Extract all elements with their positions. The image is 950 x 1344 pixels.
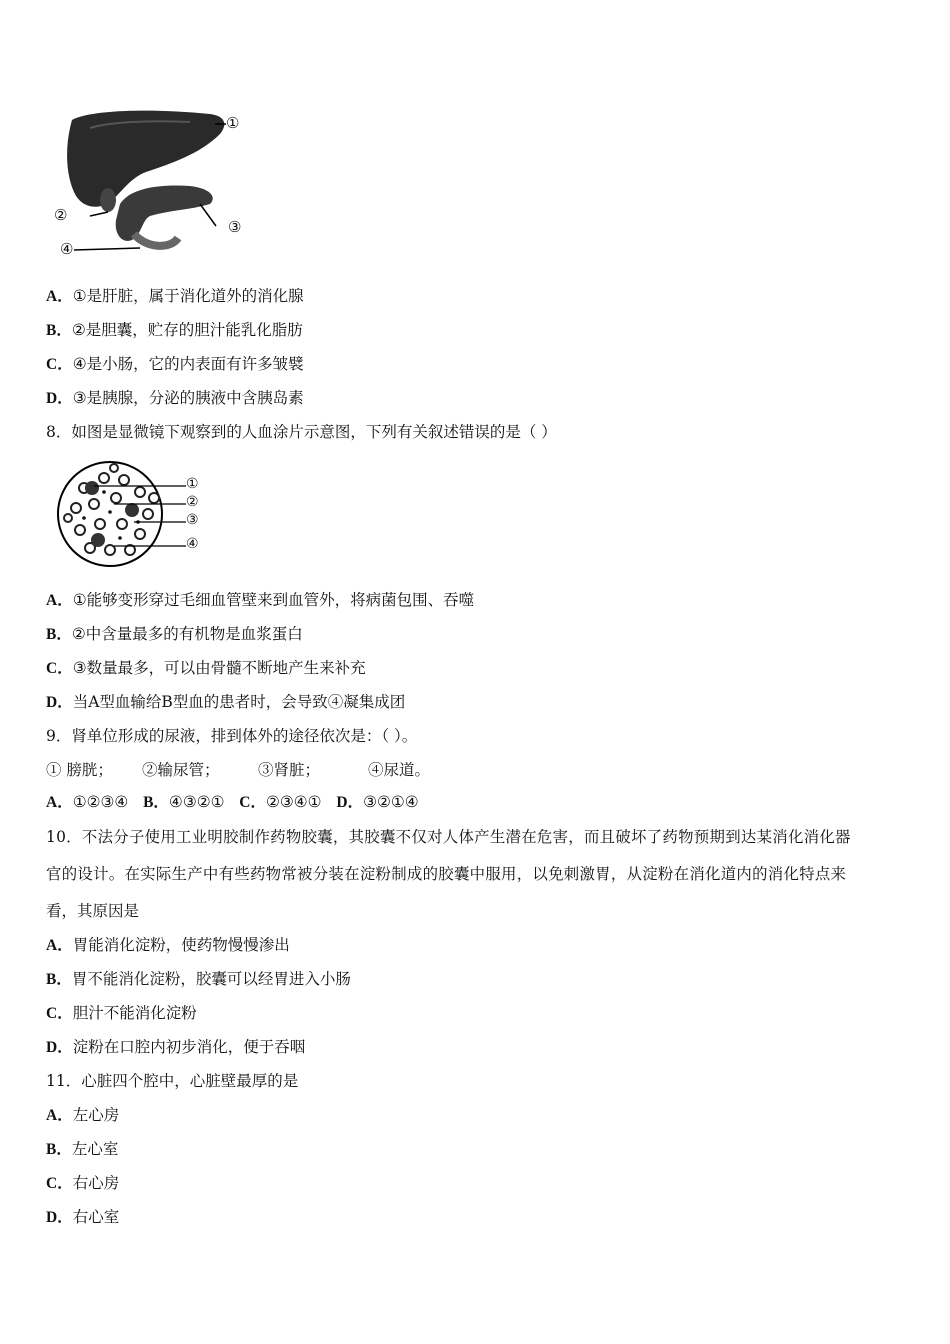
q11-option-a: A．左心房 [46,1106,120,1124]
q11-option-d: D．右心室 [46,1208,120,1226]
q10-stem-line2: 官的设计。在实际生产中有些药物常被分装在淀粉制成的胶囊中服用，以免刺激胃，从淀粉在消化道内的消化特点来 [46,865,847,883]
marker-4: ④ [60,240,74,258]
q8-option-a: A．①能够变形穿过毛细血管壁来到血管外，将病菌包围、吞噬 [46,591,475,609]
marker-4: ④ [186,536,199,552]
q9-options: A．①②③④ B．④③②① C．②③④① D．③②①④ [46,793,419,811]
q10-option-a: A．胃能消化淀粉，使药物慢慢渗出 [46,936,290,954]
q7-option-a: A．①是肝脏，属于消化道外的消化腺 [46,287,304,305]
marker-3: ③ [228,218,242,236]
marker-1: ① [226,114,240,132]
blood-smear-figure [54,458,214,578]
q10-stem-line1: 10．不法分子使用工业明胶制作药物胶囊，其胶囊不仅对人体产生潜在危害，而且破坏了药物预期到达某消化消化器 [46,828,851,846]
q9-items: ① 膀胱； ②输尿管； ③肾脏； ④尿道。 [46,761,431,779]
q8-option-d: D．当A型血输给B型血的患者时，会导致④凝集成团 [46,693,406,711]
marker-2: ② [186,494,199,510]
q11-stem: 11．心脏四个腔中，心脏壁最厚的是 [46,1072,299,1090]
q10-option-d: D．淀粉在口腔内初步消化，便于吞咽 [46,1038,306,1056]
q7-option-b: B．②是胆囊，贮存的胆汁能乳化脂肪 [46,321,303,339]
q8-option-b: B．②中含量最多的有机物是血浆蛋白 [46,625,303,643]
q7-option-d: D．③是胰腺，分泌的胰液中含胰岛素 [46,389,304,407]
q7-option-c: C．④是小肠，它的内表面有许多皱襞 [46,355,304,373]
q11-option-b: B．左心室 [46,1140,119,1158]
q10-stem-line3: 看，其原因是 [46,902,140,920]
q10-option-b: B．胃不能消化淀粉，胶囊可以经胃进入小肠 [46,970,351,988]
marker-2: ② [54,206,68,224]
q11-option-c: C．右心房 [46,1174,120,1192]
liver-pancreas-figure [50,108,250,264]
q10-option-c: C．胆汁不能消化淀粉 [46,1004,197,1022]
marker-3: ③ [186,512,199,528]
marker-1: ① [186,476,199,492]
q9-stem: 9．肾单位形成的尿液，排到体外的途径依次是：（ ）。 [46,727,418,745]
q8-stem: 8．如图是显微镜下观察到的人血涂片示意图，下列有关叙述错误的是（ ） [46,423,557,441]
q8-option-c: C．③数量最多，可以由骨髓不断地产生来补充 [46,659,366,677]
